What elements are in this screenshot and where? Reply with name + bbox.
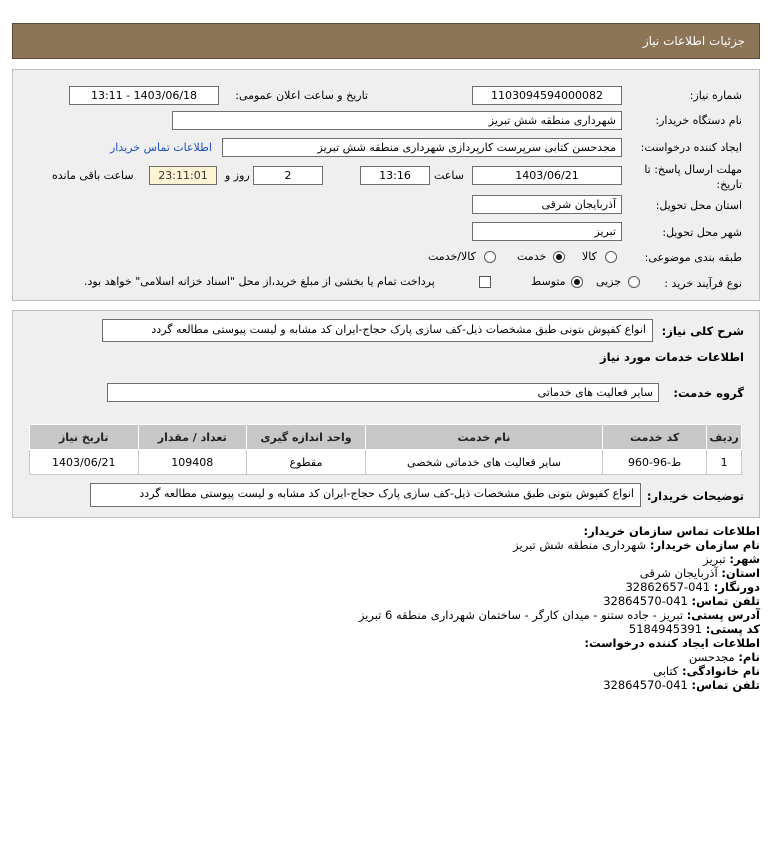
category-label: طبقه بندی موضوعی: [644, 251, 742, 264]
contact-postal-code: کد پستی: 5184945391 [628, 622, 760, 636]
buyer-contact-block [60, 524, 760, 692]
creator-label: ایجاد کننده درخواست: [640, 141, 742, 154]
creator-field[interactable]: مجدحسن کتابی سرپرست کارپردازی شهرداری منطقه شش تبریز [222, 138, 622, 157]
buyer-notes-label: توضیحات خریدار: [646, 489, 744, 503]
creator-heading: اطلاعات ایجاد کننده درخواست: [584, 636, 760, 650]
process-radio-medium[interactable] [571, 276, 583, 288]
contact-address: آدرس پستی: تبریز - جاده ستنو - میدان کارگر - ساختمان شهرداری منطقه 6 تبریز [358, 608, 760, 622]
process-option-medium: متوسط [531, 275, 566, 288]
category-radio-service[interactable] [553, 251, 565, 263]
category-option-service: خدمت [517, 250, 547, 263]
cell-need-date: 1403/06/21 [30, 450, 139, 475]
deadline-date-field[interactable]: 1403/06/21 [472, 166, 622, 185]
page-title: جزئیات اطلاعات نیاز [642, 34, 745, 48]
city-label: شهر محل تحویل: [662, 226, 742, 239]
category-option-goods-service: کالا/خدمت [428, 250, 476, 263]
process-radio-minor[interactable] [628, 276, 640, 288]
contact-province: استان: آذربایجان شرقی [639, 566, 760, 580]
service-group-label: گروه خدمت: [673, 386, 744, 400]
category-radio-goods-service[interactable] [484, 251, 496, 263]
summary-label: شرح کلی نیاز: [661, 324, 744, 338]
deadline-label-line1: مهلت ارسال پاسخ: تا [644, 163, 742, 176]
days-field[interactable]: 2 [253, 166, 323, 185]
col-row-header: ردیف [707, 425, 742, 450]
treasury-payment-checkbox[interactable] [479, 276, 491, 288]
table-header-row [30, 425, 742, 450]
deadline-label-line2: تاریخ: [716, 178, 742, 191]
service-group-field[interactable]: سایر فعالیت های خدماتی [107, 383, 659, 402]
cell-quantity: 109408 [138, 450, 246, 475]
col-unit-header: واحد اندازه گیری [247, 425, 366, 450]
services-table [29, 424, 742, 475]
contact-org: نام سازمان خریدار: شهرداری منطقه شش تبریز [513, 538, 760, 552]
cell-service-code: ط-96-960 [602, 450, 706, 475]
contact-heading: اطلاعات تماس سازمان خریدار: [583, 524, 760, 538]
creator-family: نام خانوادگی: کتابی [653, 664, 760, 678]
creator-name: نام: مجدحسن [688, 650, 760, 664]
col-code-header: کد خدمت [602, 425, 706, 450]
cell-service-name: سایر فعالیت های خدماتی شخصی [366, 450, 603, 475]
treasury-payment-note: پرداخت تمام یا بخشی از مبلغ خرید،از محل "اسناد خزانه اسلامی" خواهد بود. [84, 275, 435, 288]
remaining-label: ساعت باقی مانده [52, 169, 134, 182]
creator-phone: تلفن تماس: 041-32864570 [603, 678, 760, 692]
buyer-contact-link[interactable]: اطلاعات تماس خریدار [110, 141, 212, 154]
time-label: ساعت [434, 169, 464, 182]
province-field[interactable]: آذربایجان شرقی [472, 195, 622, 214]
need-number-field[interactable]: 1103094594000082 [472, 86, 622, 105]
announce-date-field[interactable]: 1403/06/18 - 13:11 [69, 86, 219, 105]
contact-phone: تلفن تماس: 041-32864570 [603, 594, 760, 608]
process-option-minor: جزیی [596, 275, 622, 288]
table-row[interactable] [30, 450, 742, 475]
buyer-org-field[interactable]: شهرداری منطقه شش تبریز [172, 111, 622, 130]
page-header [12, 23, 760, 59]
remaining-time-field: 23:11:01 [149, 166, 217, 185]
buyer-org-label: نام دستگاه خریدار: [655, 114, 742, 127]
process-label: نوع فرآیند خرید : [664, 277, 742, 290]
col-date-header: تاریخ نیاز [30, 425, 139, 450]
province-label: استان محل تحویل: [655, 199, 742, 212]
contact-city: شهر: تبریز [703, 552, 760, 566]
deadline-time-field[interactable]: 13:16 [360, 166, 430, 185]
category-radio-goods[interactable] [605, 251, 617, 263]
city-field[interactable]: تبریز [472, 222, 622, 241]
category-option-goods: کالا [582, 250, 597, 263]
buyer-notes-field[interactable]: انواع کفپوش بتونی طبق مشخصات ذیل-کف سازی پارک حجاج-ایران کد مشابه و لیست پیوستی مطالعه گردد [90, 483, 641, 507]
days-label: روز و [225, 169, 250, 182]
col-qty-header: تعداد / مقدار [138, 425, 246, 450]
services-heading: اطلاعات خدمات مورد نیاز [600, 350, 744, 364]
contact-fax: دورنگار: 041-32862657 [625, 580, 760, 594]
need-number-label: شماره نیاز: [689, 89, 742, 102]
summary-field[interactable]: انواع کفپوش بتونی طبق مشخصات ذیل-کف سازی پارک حجاج-ایران کد مشابه و لیست پیوستی مطالعه گردد [102, 319, 653, 342]
col-name-header: نام خدمت [366, 425, 603, 450]
announce-label: تاریخ و ساعت اعلان عمومی: [235, 89, 368, 102]
cell-row-number: 1 [707, 450, 742, 475]
cell-unit: مقطوع [247, 450, 366, 475]
